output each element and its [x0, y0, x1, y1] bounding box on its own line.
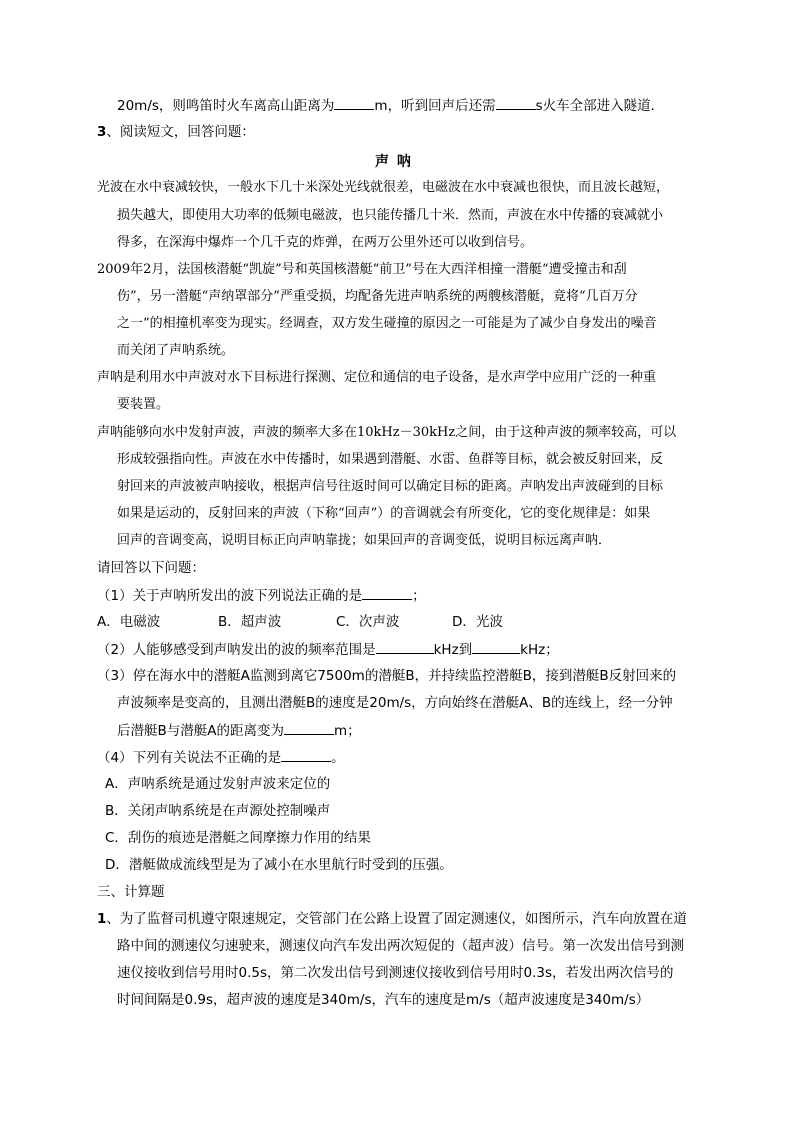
- article-line: 而关闭了声呐系统。: [117, 343, 235, 358]
- answer-blank: [362, 585, 412, 600]
- calc-question-line: 路中间的测速仪匀速驶来，测速仪向汽车发出两次短促的（超声波）信号。第一次发出信号到测: [117, 938, 684, 954]
- answer-blank: [376, 639, 434, 654]
- article-line: 得多，在深海中爆炸一个几千克的炸弹，在两万公里外还可以收到信号。: [117, 235, 534, 250]
- option-a: A．声呐系统是通过发射声波来定位的: [105, 776, 331, 792]
- article-line: 回声的音调变高，说明目标正向声呐靠拢；如果回声的音调变低，说明目标远离声呐．: [117, 533, 612, 548]
- article-line: 形成较强指向性。声波在水中传播时，如果遇到潜艇、水雷、鱼群等目标，就会被反射回来，反: [117, 452, 664, 467]
- text-segment: kHz；: [520, 642, 559, 658]
- question-3-stem: [97, 122, 255, 142]
- article-line: 射回来的声波被声呐接收，根据声信号往返时间可以确定目标的距离。声呐发出声波碰到的目标: [117, 479, 664, 494]
- option-a: A．电磁波: [97, 614, 161, 630]
- question-text: （4）下列有关说法不正确的是: [97, 750, 282, 766]
- sub-question-3-line: （3）停在海水中的潜艇A监测到离它7500m的潜艇B，并持续监控潜艇B，接到潜艇B反射回来的: [97, 668, 677, 684]
- article-line: 如果是运动的，反射回来的声波（下称“回声”）的音调就会有所变化，它的变化规律是：如果: [117, 506, 651, 521]
- option-b: B．关闭声呐系统是在声源处控制噪声: [105, 803, 331, 819]
- answer-blank: [496, 95, 536, 110]
- text-segment: 20m/s，则鸣笛时火车离高山距离为: [117, 98, 335, 114]
- question-text: 后潜艇B与潜艇A的距离变为: [117, 723, 284, 739]
- text-segment: s火车全部进入隧道．: [535, 98, 665, 114]
- question-text: （2）人能够感受到声呐发出的波的频率范围是: [97, 642, 376, 658]
- sub-question-3-line: [117, 720, 361, 741]
- text-segment: m；: [334, 723, 361, 739]
- text-segment: kHz到: [433, 642, 473, 658]
- option-d: D．光波: [452, 614, 503, 630]
- sub-question-4: [97, 747, 345, 768]
- previous-question-tail: [117, 95, 664, 116]
- article-line: 之一”的相撞机率变为现实。经调查，双方发生碰撞的原因之一可能是为了减少自身发出的噪音: [117, 316, 657, 331]
- section-heading: 三、计算题: [97, 884, 165, 900]
- option-d: D．潜艇做成流线型是为了减小在水里航行时受到的压强。: [105, 857, 453, 873]
- article-line: 光波在水中衰减较快，一般水下几十米深处光线就很差，电磁波在水中衰减也很快，而且波长越短，: [97, 180, 670, 195]
- article-line: 声呐能够向水中发射声波，声波的频率大多在10kHz－30kHz之间，由于这种声波的频率较高，可以: [97, 425, 677, 440]
- sub-question-1: [97, 585, 426, 606]
- article-line: 2009年2月，法国核潜艇“凯旋”号和英国核潜艇“前卫”号在大西洋相撞一潜艇“遭受撞击和刮: [97, 262, 627, 277]
- answer-blank: [334, 95, 374, 110]
- answer-blank: [472, 639, 520, 654]
- answer-prompt: 请回答以下问题：: [97, 560, 205, 576]
- article-line: 伤”，另一潜艇“声纳罩部分”严重受损，均配备先进声呐系统的两艘核潜艇，竟将“几百万分: [117, 289, 638, 304]
- question-text: （1）关于声呐所发出的波下列说法正确的是: [97, 588, 363, 604]
- answer-blank: [284, 720, 334, 735]
- article-line: 要装置。: [117, 397, 170, 412]
- sub-question-2: [97, 639, 559, 660]
- question-number: 1: [97, 911, 107, 927]
- question-number: 3: [97, 124, 107, 140]
- text-segment: 。: [331, 750, 345, 766]
- calc-question-line: 时间间隔是0.9s，超声波的速度是340m/s，汽车的速度是m/s（超声波速度是340m/s）: [117, 992, 650, 1008]
- sub-question-3-line: 声波频率是变高的，且测出潜艇B的速度是20m/s，方向始终在潜艇A、B的连线上，经一分钟: [117, 695, 673, 711]
- question-text: 、阅读短文，回答问题：: [106, 124, 255, 140]
- text-segment: ；: [412, 588, 426, 604]
- article-line: 损失越大，即使用大功率的低频电磁波，也只能传播几十米．然而，声波在水中传播的衰减就小: [117, 208, 664, 223]
- article-line: 声呐是利用水中声波对水下目标进行探测、定位和通信的电子设备，是水声学中应用广泛的一种重: [97, 370, 657, 385]
- answer-blank: [281, 747, 331, 762]
- option-c: C．次声波: [336, 614, 400, 630]
- option-b: B．超声波: [218, 614, 282, 630]
- option-c: C．刮伤的痕迹是潜艇之间摩擦力作用的结果: [105, 830, 371, 846]
- calc-question-line: 速仪接收到信号用时0.5s，第二次发出信号到测速仪接收到信号用时0.3s，若发出两次信号的: [117, 965, 674, 981]
- article-title: 声呐: [375, 154, 419, 170]
- text-segment: m，听到回声后还需: [374, 98, 496, 114]
- question-text: 、为了监督司机遵守限速规定，交管部门在公路上设置了固定测速仪，如图所示，汽车向放置在道: [106, 911, 687, 927]
- calc-question-line: [97, 909, 687, 929]
